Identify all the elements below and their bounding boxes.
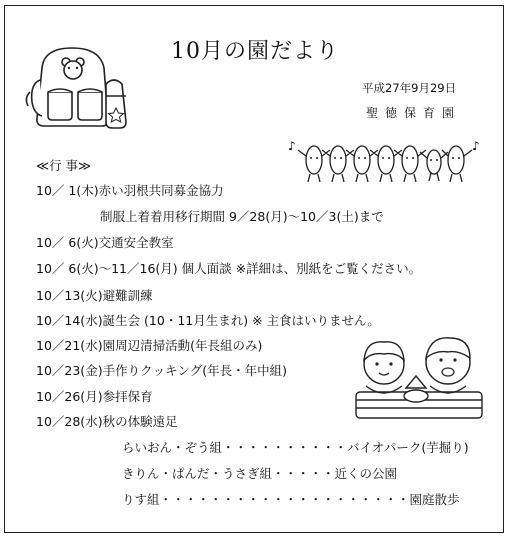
event-line: 10／28(水)秋の体験遠足 (36, 414, 178, 429)
event-line: 10／ 1(木)赤い羽根共同募金協力 (36, 183, 224, 198)
event-line: 10／ 6(火)交通安全教室 (36, 235, 174, 250)
event-line: 10／ 6(火)～11／16(月) 個人面談 ※詳細は、別紙をご覧ください。 (36, 261, 422, 276)
event-line: 10／13(火)避難訓練 (36, 288, 153, 303)
event-line: 10／14(水)誕生会 (10・11月生まれ) ※ 主食はいりません。 (36, 313, 380, 328)
event-line: 10／26(月)参拝保育 (36, 389, 153, 404)
event-line: きりん・ぱんだ・うさぎ組・・・・・近くの公園 (122, 466, 398, 481)
event-line: 10／21(水)園周辺清掃活動(年長組のみ) (36, 338, 263, 353)
svg-text:♪: ♪ (472, 139, 480, 153)
issue-date: 平成27年9月29日 (362, 81, 457, 95)
event-line: 制服上着着用移行期間 9／28(月)～10／3(土)まで (100, 209, 384, 224)
event-line: りす組・・・・・・・・・・・・・・・・・・・・園庭散歩 (122, 492, 460, 507)
svg-text:♪: ♪ (288, 139, 296, 153)
children-eating-illustration (352, 330, 486, 422)
events-heading: ≪行 事≫ (36, 158, 92, 173)
event-line: らいおん・ぞう組・・・・・・・・・・バイオパーク(芋掘り) (122, 440, 469, 455)
school-name: 聖徳保育園 (366, 106, 462, 120)
newsletter-title: 10月の園だより (171, 39, 339, 64)
event-line: 10／23(金)手作りクッキング(年長・年中組) (36, 363, 287, 378)
dancing-vegetables-illustration (286, 136, 484, 188)
